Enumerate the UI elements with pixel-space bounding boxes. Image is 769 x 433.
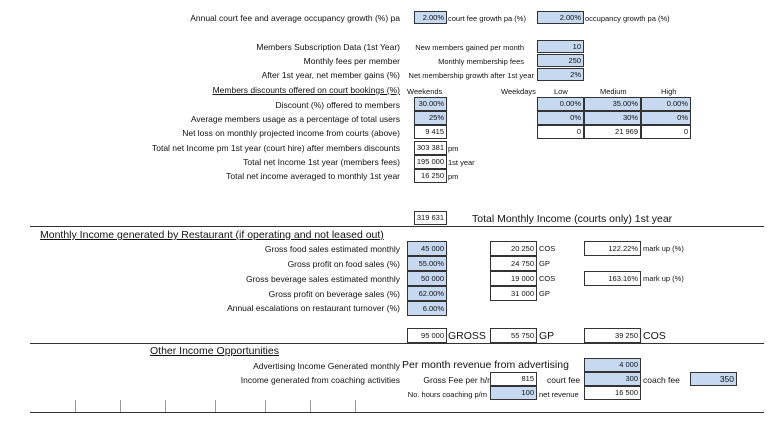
bev-cos-cell[interactable]: 19 000 (490, 271, 537, 286)
discount-low-cell[interactable]: 0.00% (537, 97, 584, 111)
net-gains-label: After 1st year, net member gains (%) (261, 70, 400, 80)
grid-line (265, 400, 266, 412)
advertising-desc: Per month revenue from advertising (402, 359, 569, 371)
court-hire-label: Total net Income pm 1st year (court hire) after members discounts (151, 143, 400, 153)
member-fees-unit: 1st year (448, 158, 475, 167)
discount-high-cell[interactable]: 0.00% (641, 97, 691, 111)
cos-total-label: COS (643, 330, 666, 342)
net-loss-medium-cell[interactable]: 21 969 (584, 125, 641, 139)
high-header: High (661, 87, 677, 96)
gross-fee-label: Gross Fee per h/r (423, 375, 490, 385)
discount-medium-cell[interactable]: 35.00% (584, 97, 641, 111)
net-loss-high-cell[interactable]: 0 (641, 125, 691, 139)
occupancy-growth-label: occupancy growth pa (%) (585, 14, 670, 23)
food-gp-cell[interactable]: 24 750 (490, 256, 537, 271)
advertising-cell[interactable]: 4 000 (584, 358, 641, 372)
bev-profit-label: Gross profit on beverage sales (%) (268, 289, 400, 299)
food-markup-cell[interactable]: 122.22% (584, 241, 641, 256)
monthly-membership-fees-cell[interactable]: 250 (537, 54, 584, 67)
bev-profit-cell[interactable]: 62.00% (407, 286, 447, 301)
food-gp-label: GP (539, 259, 550, 268)
monthly-courts-label: Total Monthly Income (courts only) 1st year (472, 213, 673, 225)
grid-line (75, 400, 76, 412)
court-fee-growth-label: court fee growth pa (%) (448, 14, 526, 23)
bev-cos-label: COS (539, 274, 556, 283)
advertising-label: Advertising Income Generated monthly (253, 361, 400, 371)
restaurant-header: Monthly Income generated by Restaurant (if operating and not leased out) (40, 229, 384, 241)
averaged-label: Total net income averaged to monthly 1st year (226, 171, 400, 181)
discount-weekends-cell[interactable]: 30.00% (414, 97, 447, 111)
gross-food-cell[interactable]: 45 000 (407, 241, 447, 256)
grid-line (310, 400, 311, 412)
new-members-label: New members gained per month (415, 43, 524, 52)
member-fees-label: Total net Income 1st year (members fees) (243, 157, 400, 167)
weekdays-header: Weekdays (501, 87, 536, 96)
usage-medium-cell[interactable]: 30% (584, 111, 641, 125)
bev-markup-label: mark up (%) (643, 274, 684, 283)
net-growth-label: Net membership growth after 1st year (408, 71, 534, 80)
averaged-cell[interactable]: 16 250 (414, 169, 447, 183)
grid-line (215, 400, 216, 412)
food-markup-label: mark up (%) (643, 244, 684, 253)
hours-cell[interactable]: 100 (490, 386, 537, 400)
monthly-membership-fees-label: Monthly membership fees (438, 57, 524, 66)
grid-line (355, 400, 356, 412)
gp-total-cell[interactable]: 55 750 (490, 328, 537, 343)
court-hire-cell[interactable]: 303 381 (414, 141, 447, 155)
usage-low-cell[interactable]: 0% (537, 111, 584, 125)
discounts-header: Members discounts offered on court bookings (%) (212, 85, 400, 95)
gross-bev-cell[interactable]: 50 000 (407, 271, 447, 286)
net-revenue-cell[interactable]: 16 500 (584, 386, 641, 400)
usage-label: Average members usage as a percentage of total users (190, 114, 400, 124)
low-header: Low (554, 87, 568, 96)
gross-food-label: Gross food sales estimated monthly (264, 244, 400, 254)
subscription-label: Members Subscription Data (1st Year) (256, 42, 400, 52)
net-loss-label: Net loss on monthly projected income from courts (above) (182, 128, 400, 138)
net-revenue-label: net revenue (539, 390, 579, 399)
food-profit-label: Gross profit on food sales (%) (287, 259, 400, 269)
hours-label: No. hours coaching p/m (407, 390, 487, 399)
occupancy-growth-cell[interactable]: 2.00% (537, 11, 584, 24)
other-header: Other Income Opportunities (150, 345, 279, 357)
monthly-courts-cell[interactable]: 319 631 (414, 211, 447, 225)
cos-total-cell[interactable]: 39 250 (584, 328, 641, 343)
food-cos-cell[interactable]: 20 250 (490, 241, 537, 256)
court-fee-label: court fee (547, 375, 581, 385)
gross-total-label: GROSS (448, 330, 486, 342)
court-hire-unit: pm (448, 144, 459, 153)
bev-gp-label: GP (539, 289, 550, 298)
usage-high-cell[interactable]: 0% (641, 111, 691, 125)
escalation-label: Annual escalations on restaurant turnover (%) (227, 303, 400, 313)
monthly-fees-label: Monthly fees per member (303, 56, 400, 66)
gross-total-cell[interactable]: 95 000 (407, 328, 447, 343)
court-fee-cell[interactable]: 300 (584, 372, 641, 386)
growth-label: Annual court fee and average occupancy growth (%) pa (190, 13, 400, 23)
net-loss-low-cell[interactable]: 0 (537, 125, 584, 139)
coach-fee-cell[interactable]: 350 (690, 372, 737, 386)
gross-bev-label: Gross beverage sales estimated monthly (245, 274, 400, 284)
section-divider (30, 226, 764, 227)
food-cos-label: COS (539, 244, 556, 253)
grid-line (120, 400, 121, 412)
net-loss-weekends-cell[interactable]: 9 415 (414, 125, 447, 139)
weekends-header: Weekends (407, 87, 443, 96)
averaged-unit: pm (448, 172, 459, 181)
new-members-cell[interactable]: 10 (537, 40, 584, 53)
usage-weekends-cell[interactable]: 25% (414, 111, 447, 125)
bottom-divider (30, 412, 764, 413)
coaching-label: Income generated from coaching activities (240, 375, 400, 385)
net-growth-cell[interactable]: 2% (537, 68, 584, 81)
court-fee-growth-cell[interactable]: 2.00% (414, 11, 447, 24)
member-fees-cell[interactable]: 195 000 (414, 155, 447, 169)
medium-header: Medium (600, 87, 627, 96)
food-profit-cell[interactable]: 55.00% (407, 256, 447, 271)
escalation-cell[interactable]: 6.00% (407, 301, 447, 316)
discount-label: Discount (%) offered to members (275, 100, 400, 110)
bev-gp-cell[interactable]: 31 000 (490, 286, 537, 301)
grid-line (165, 400, 166, 412)
coach-fee-label: coach fee (643, 375, 680, 385)
bev-markup-cell[interactable]: 163.16% (584, 271, 641, 286)
gp-total-label: GP (539, 330, 555, 342)
gross-fee-cell[interactable]: 815 (490, 372, 537, 386)
section-divider-2 (30, 343, 764, 344)
